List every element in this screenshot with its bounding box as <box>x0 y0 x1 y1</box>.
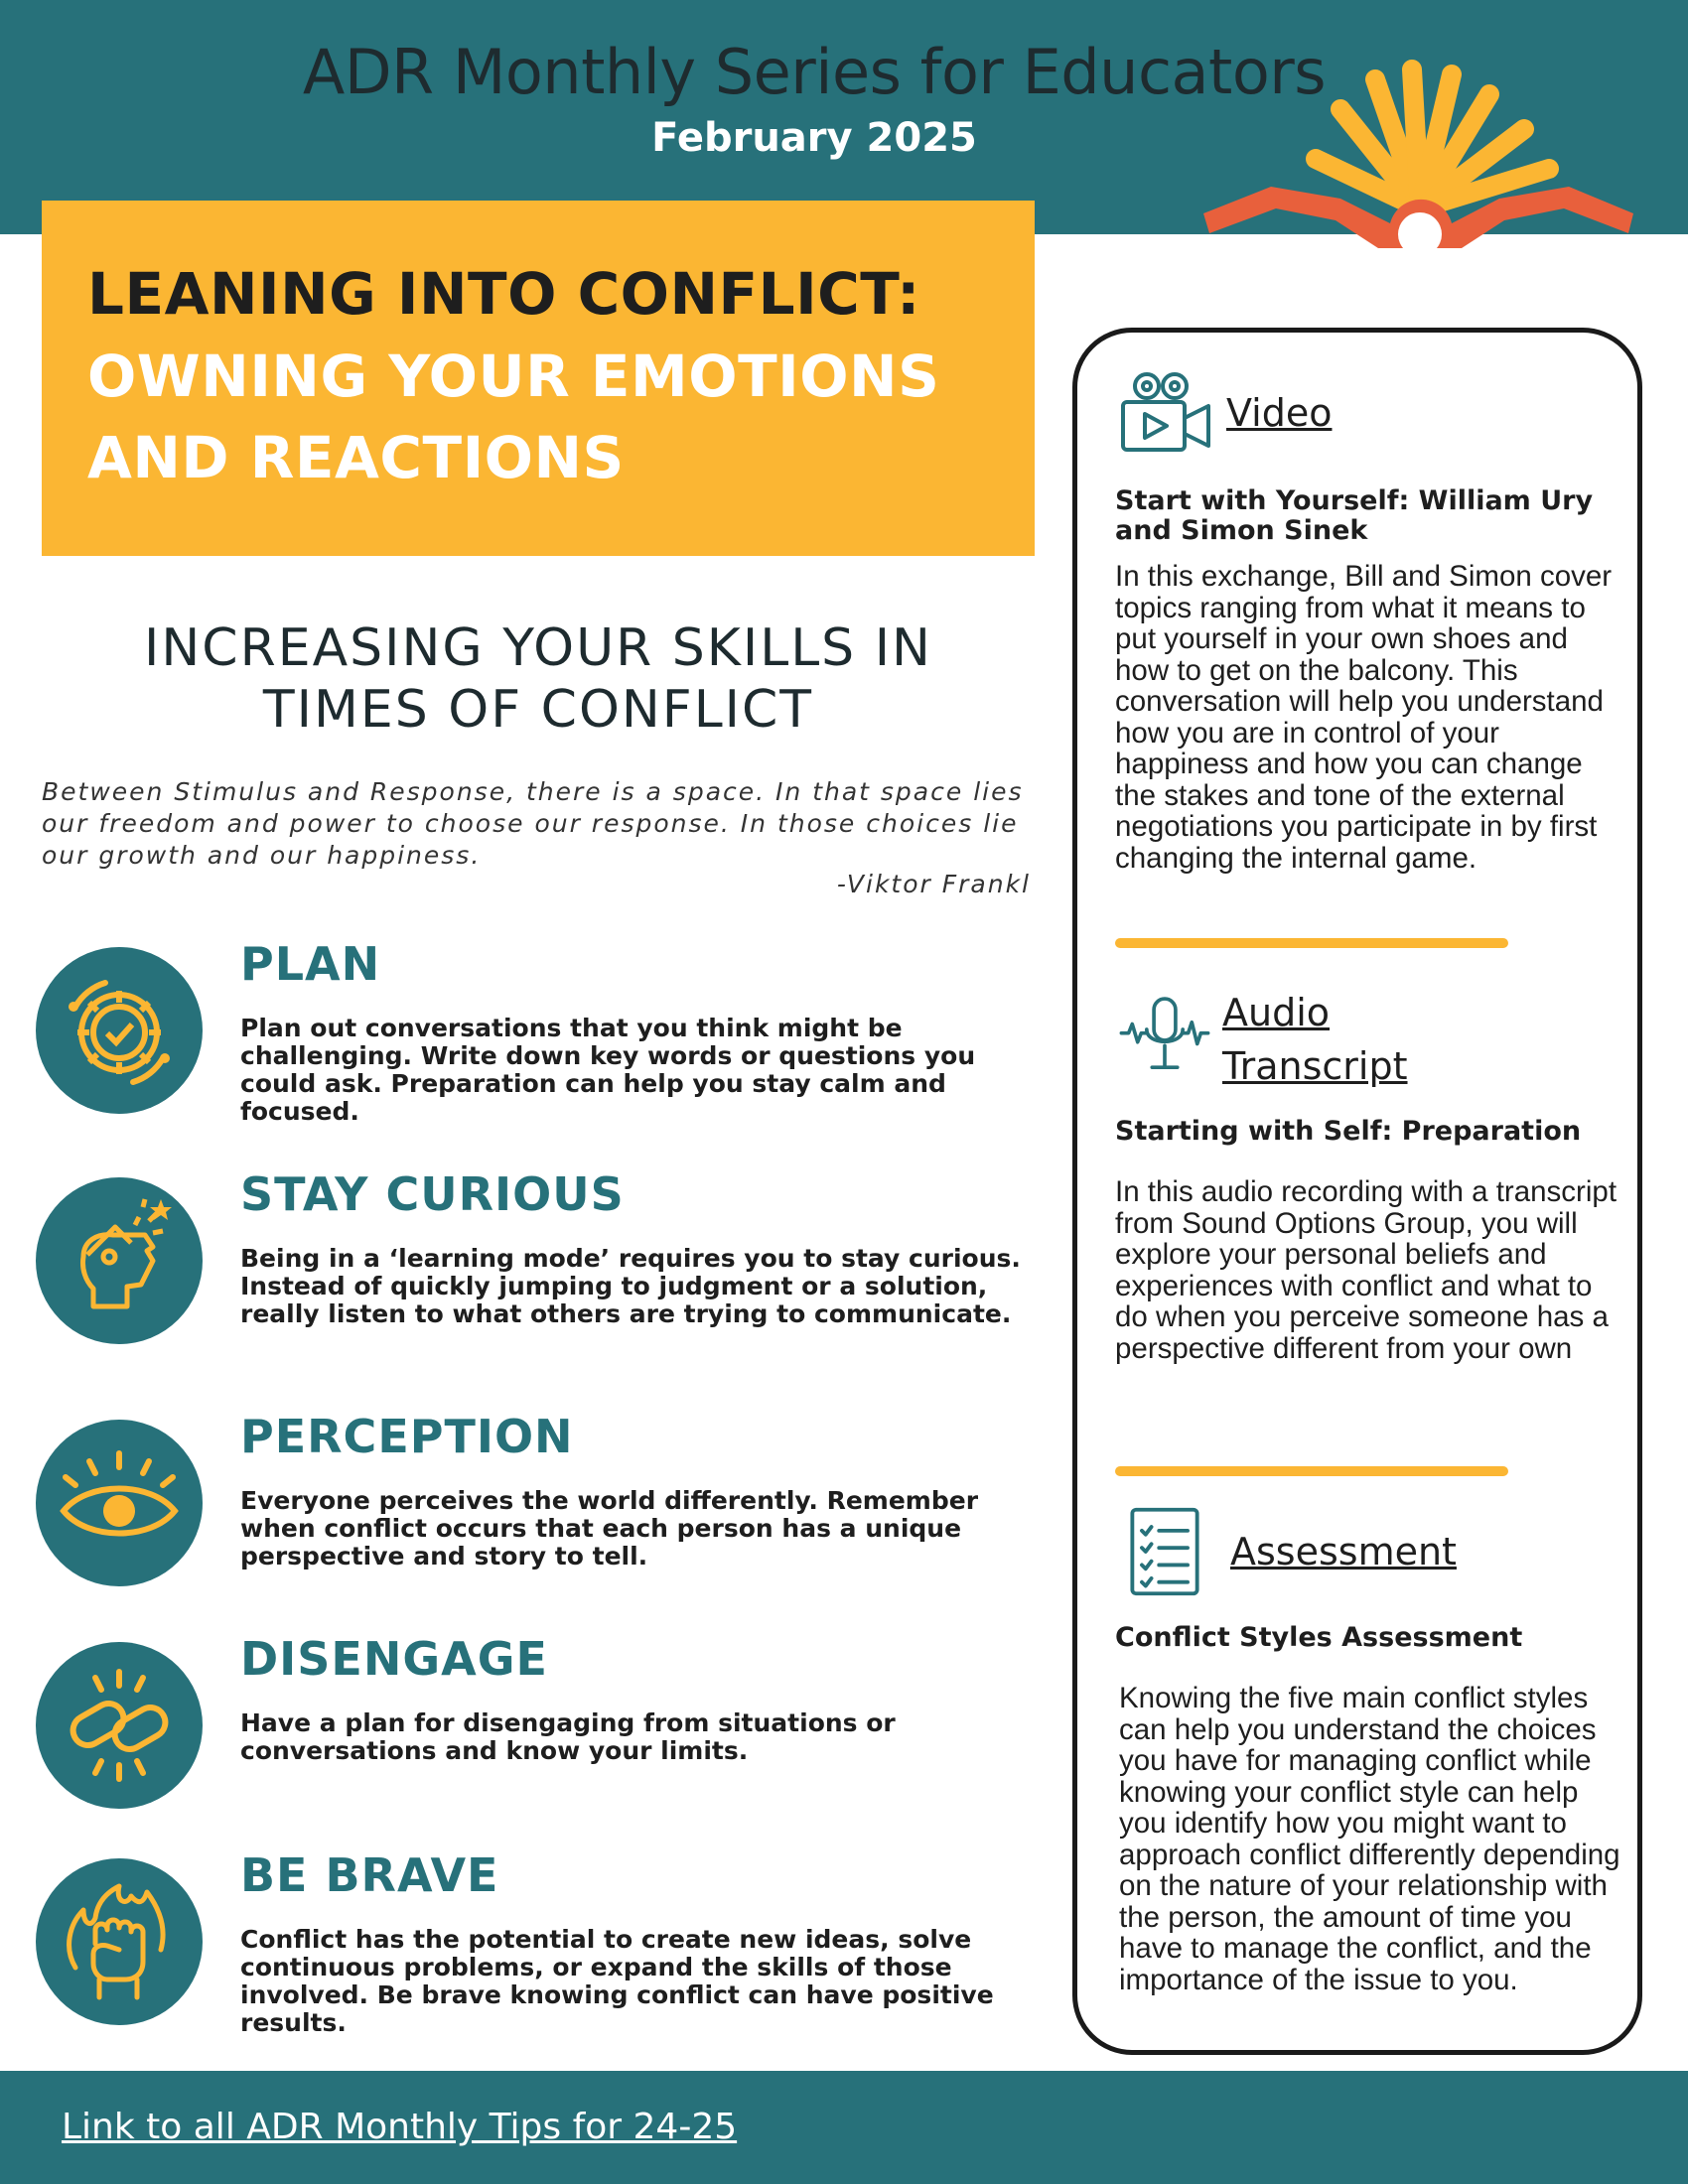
footer-band <box>0 2071 1688 2184</box>
title-banner <box>42 201 1035 556</box>
audio-resource-header <box>1115 986 1408 1093</box>
gear-check-icon <box>36 947 203 1114</box>
video-description: In this exchange, Bill and Simon cover topics ranging from what it means to put yourself in your own shoes and how to get on the balcony. This conversation will help you understand how you are in control of your happiness and how you can change the stakes and tone of the external negotiations you participate in by first changing the internal game. <box>1115 560 1613 875</box>
quote-author: -Viktor Frankl <box>836 870 1031 898</box>
skill-perception <box>36 1410 1039 1608</box>
skill-disengage <box>36 1632 1039 1831</box>
audio-link-group[interactable] <box>1222 986 1408 1093</box>
video-subtitle: Start with Yourself: William Ury and Simon Sinek <box>1115 485 1594 546</box>
audio-subtitle: Starting with Self: Preparation <box>1115 1116 1582 1147</box>
assessment-link[interactable]: Assessment <box>1230 1530 1457 1573</box>
banner-title: LEANING INTO CONFLICT: <box>87 260 920 328</box>
audio-description: In this audio recording with a transcript from Sound Options Group, you will explore your personal beliefs and experiences with conflict and what to do when you perceive someone has a perspective different from your own <box>1115 1175 1618 1365</box>
skill-description: Have a plan for disengaging from situations or conversations and know your limits. <box>240 1708 896 1765</box>
banner-subtitle-line1: OWNING YOUR EMOTIONS <box>87 342 940 410</box>
video-link[interactable]: Video <box>1226 391 1333 435</box>
video-resource-header <box>1115 368 1332 458</box>
assessment-resource-header <box>1115 1504 1457 1599</box>
section-heading <box>42 617 1035 741</box>
broken-link-icon <box>36 1642 203 1809</box>
section-heading-line2: TIMES OF CONFLICT <box>262 680 814 740</box>
microphone-icon <box>1115 990 1214 1089</box>
skill-description: Everyone perceives the world differently. Remember when conflict occurs that each person has a unique perspective and story to tell. <box>240 1486 979 1570</box>
skill-description: Being in a ‘learning mode’ requires you to stay curious. Instead of quickly jumping to judgment or a solution, really listen to what others are trying to communicate. <box>240 1244 1021 1328</box>
resources-card <box>1072 328 1642 2055</box>
assessment-description: Knowing the five main conflict styles can help you understand the choices you have for managing conflict while knowing your conflict style can help you identify how you might want to approach conflict differently depending on the nature of your relationship with the person, the amount of time you have to manage the conflict, and the importance of the issue to you. <box>1119 1682 1620 1996</box>
skill-title: DISENGAGE <box>240 1632 548 1686</box>
all-tips-link[interactable]: Link to all ADR Monthly Tips for 24-25 <box>62 2107 738 2147</box>
skill-be-brave <box>36 1848 1039 2047</box>
video-camera-icon <box>1115 368 1214 458</box>
skill-description: Conflict has the potential to create new ideas, solve continuous problems, or expand the skills of those involved. Be brave knowing conflict can have positive results. <box>240 1925 994 2037</box>
skill-title: PLAN <box>240 937 381 991</box>
quote-text: Between Stimulus and Response, there is a space. In that space lies our freedom and power to choose our response. In those choices lie our growth and our happiness. <box>42 777 1024 870</box>
skill-description: Plan out conversations that you think might be challenging. Write down key words or questions you could ask. Preparation can help you stay calm and focused. <box>240 1014 976 1126</box>
open-mind-icon <box>36 1177 203 1344</box>
skill-plan <box>36 937 1039 1136</box>
skill-stay-curious <box>36 1167 1039 1366</box>
masthead-date: February 2025 <box>651 115 977 161</box>
audio-link-line1[interactable]: Audio <box>1222 991 1331 1034</box>
rising-sun-logo-icon <box>1192 40 1648 298</box>
banner-subtitle-line2: AND REACTIONS <box>87 424 625 491</box>
raised-fist-icon <box>36 1858 203 2025</box>
skill-title: PERCEPTION <box>240 1410 574 1463</box>
divider <box>1115 938 1508 948</box>
eye-icon <box>36 1420 203 1586</box>
skill-title: STAY CURIOUS <box>240 1167 625 1221</box>
divider <box>1115 1466 1508 1476</box>
skill-title: BE BRAVE <box>240 1848 499 1902</box>
masthead-title: ADR Monthly Series for Educators <box>302 36 1327 108</box>
audio-link-line2[interactable]: Transcript <box>1222 1044 1408 1088</box>
checklist-icon <box>1115 1504 1214 1599</box>
assessment-subtitle: Conflict Styles Assessment <box>1115 1622 1523 1653</box>
section-heading-line1: INCREASING YOUR SKILLS IN <box>144 618 932 678</box>
